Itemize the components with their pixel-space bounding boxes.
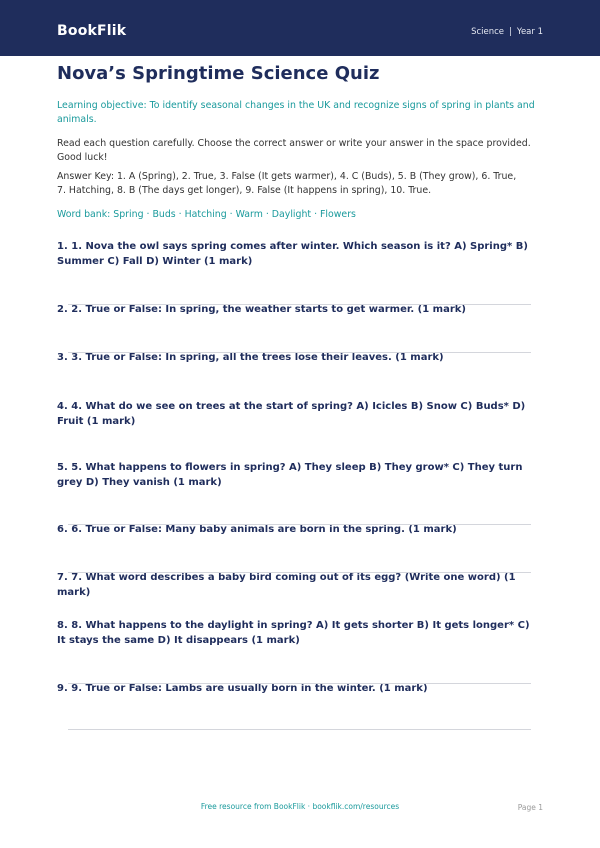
answer-line[interactable] [68, 304, 531, 305]
word-bank: Word bank: Spring · Buds · Hatching · Warm · Daylight · Flowers [57, 209, 356, 220]
learning-objective: Learning objective: To identify seasonal changes in the UK and recognize signs of spring in plants and animals. [57, 100, 535, 125]
footer-credit[interactable]: Free resource from BookFlik · bookflik.com/resources [200, 802, 400, 811]
brand-logo[interactable]: BookFlik [57, 23, 127, 39]
question-1: 1. 1. Nova the owl says spring comes after winter. Which season is it? A) Spring* B) Summer C) Fall D) Winter (1 mark) [57, 241, 528, 267]
subject-label: Science [471, 27, 505, 37]
header-bar [0, 0, 600, 56]
breadcrumb [471, 27, 543, 37]
page-title: Nova’s Springtime Science Quiz [57, 63, 380, 84]
question-7: 7. 7. What word describes a baby bird coming out of its egg? (Write one word) (1 mark) [57, 572, 516, 598]
page-number: Page 1 [517, 803, 543, 812]
answer-line[interactable] [68, 572, 531, 573]
instructions: Read each question carefully. Choose the correct answer or write your answer in the space provided. Good luck! [57, 138, 531, 163]
breadcrumb-separator: | [509, 27, 512, 37]
question-2: 2. 2. True or False: In spring, the weather starts to get warmer. (1 mark) [57, 304, 467, 315]
question-9: 9. 9. True or False: Lambs are usually born in the winter. (1 mark) [57, 683, 428, 694]
question-8: 8. 8. What happens to the daylight in spring? A) It gets shorter B) It gets longer* C) It stays the same D) It disappears (1 mark) [57, 620, 530, 646]
answer-line[interactable] [68, 352, 531, 353]
answer-key: Answer Key: 1. A (Spring), 2. True, 3. False (It gets warmer), 4. C (Buds), 5. B (They grow), 6. True, 7. Hatching, 8. B (The days get longer), 9. False (It happens in spring), 10. True. [57, 171, 517, 196]
question-3: 3. 3. True or False: In spring, all the trees lose their leaves. (1 mark) [57, 352, 444, 363]
answer-line[interactable] [68, 683, 531, 684]
question-6: 6. 6. True or False: Many baby animals are born in the spring. (1 mark) [57, 524, 457, 535]
question-5: 5. 5. What happens to flowers in spring? A) They sleep B) They grow* C) They turn grey D) They vanish (1 mark) [57, 462, 523, 488]
answer-line[interactable] [68, 524, 531, 525]
answer-line[interactable] [68, 729, 531, 730]
question-4: 4. 4. What do we see on trees at the start of spring? A) Icicles B) Snow C) Buds* D) Fruit (1 mark) [57, 401, 526, 427]
level-label: Year 1 [516, 27, 543, 37]
